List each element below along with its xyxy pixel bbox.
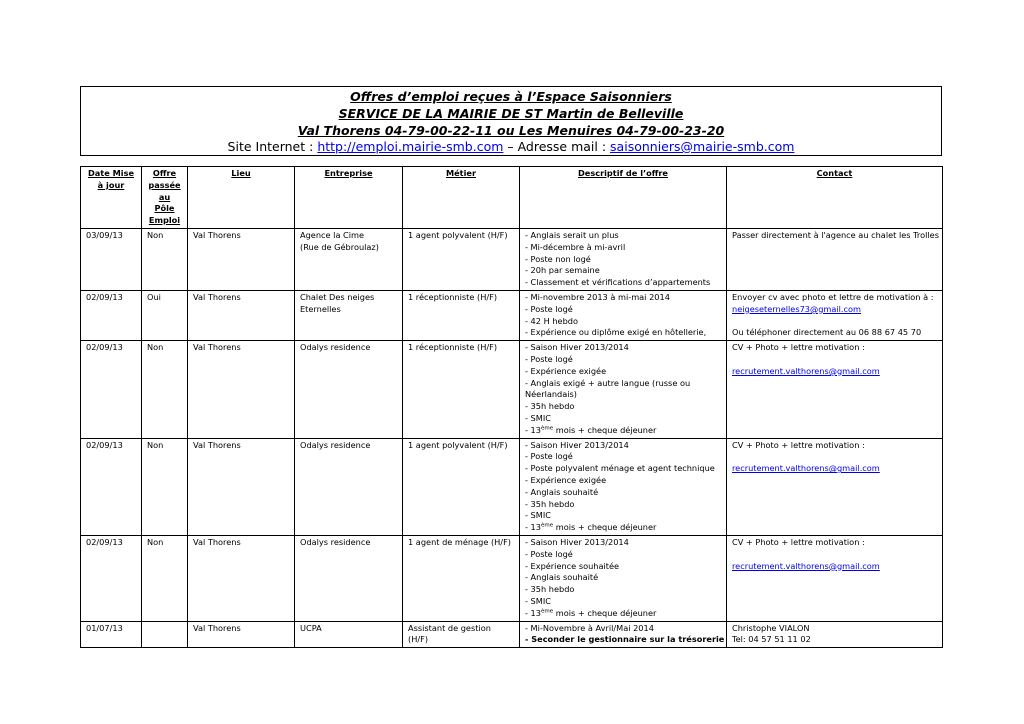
cell-offre: Non	[142, 535, 188, 621]
col-contact: Contact	[727, 167, 943, 229]
mail-link[interactable]: saisonniers@mairie-smb.com	[610, 139, 795, 154]
col-entreprise: Entreprise	[295, 167, 403, 229]
cell-offre: Non	[142, 438, 188, 535]
table-row	[81, 290, 943, 340]
cell-descriptif: - Mi-Novembre à Avril/Mai 2014 - Seconder le gestionnaire sur la trésorerie	[520, 621, 727, 648]
cell-offre: Non	[142, 229, 188, 291]
table-row	[81, 438, 943, 535]
page-title: Offres d’emploi reçues à l’Espace Saisonniers	[350, 89, 672, 104]
cell-lieu: Val Thorens	[188, 341, 295, 438]
cell-metier: 1 agent de ménage (H/F)	[403, 535, 520, 621]
cell-descriptif: - Saison Hiver 2013/2014 - Poste logé - Poste polyvalent ménage et agent technique - Expérience exigée - Anglais souhaité - 35h hebdo - SMIC - 13ème mois + cheque déjeuner	[520, 438, 727, 535]
cell-descriptif: - Saison Hiver 2013/2014 - Poste logé - Expérience souhaitée - Anglais souhaité - 35h hebdo - SMIC - 13ème mois + cheque déjeuner	[520, 535, 727, 621]
page-header	[80, 86, 942, 156]
col-lieu: Lieu	[188, 167, 295, 229]
job-offers-table	[80, 166, 943, 648]
col-date: Date Mise à jour	[81, 167, 142, 229]
contact-email-link[interactable]: recrutement.valthorens@gmail.com	[732, 560, 880, 571]
cell-offre: Non	[142, 341, 188, 438]
cell-descriptif: - Mi-novembre 2013 à mi-mai 2014 - Poste logé - 42 H hebdo - Expérience ou diplôme exigé en hôtellerie,	[520, 290, 727, 340]
site-label: Site Internet :	[227, 139, 318, 154]
cell-metier: 1 agent polyvalent (H/F)	[403, 229, 520, 291]
cell-entreprise: UCPA	[295, 621, 403, 648]
table-row	[81, 341, 943, 438]
cell-descriptif: - Anglais serait un plus - Mi-décembre à mi-avril - Poste non logé - 20h par semaine - Classement et vérifications d’appartements	[520, 229, 727, 291]
cell-contact: Passer directement à l'agence au chalet les Trolles	[727, 229, 943, 291]
cell-lieu: Val Thorens	[188, 438, 295, 535]
mail-label: – Adresse mail :	[503, 139, 611, 154]
cell-date: 02/09/13	[81, 535, 142, 621]
cell-contact: CV + Photo + lettre motivation : recrutement.valthorens@gmail.com	[727, 341, 943, 438]
site-link[interactable]: http://emploi.mairie-smb.com	[317, 139, 504, 154]
cell-entreprise: Odalys residence	[295, 438, 403, 535]
cell-contact: Christophe VIALON Tel: 04 57 51 11 02	[727, 621, 943, 648]
phone-numbers: Val Thorens 04-79-00-22-11 ou Les Menuires 04-79-00-23-20	[297, 123, 725, 138]
table-row	[81, 229, 943, 291]
cell-lieu: Val Thorens	[188, 535, 295, 621]
site-line	[81, 139, 941, 154]
cell-date: 02/09/13	[81, 290, 142, 340]
cell-contact: CV + Photo + lettre motivation : recrutement.valthorens@gmail.com	[727, 438, 943, 535]
service-name: SERVICE DE LA MAIRIE DE ST Martin de Belleville	[338, 106, 684, 121]
cell-lieu: Val Thorens	[188, 621, 295, 648]
cell-entreprise: Agence la Cime (Rue de Gébroulaz)	[295, 229, 403, 291]
col-metier: Métier	[403, 167, 520, 229]
cell-metier: Assistant de gestion (H/F)	[403, 621, 520, 648]
cell-date: 03/09/13	[81, 229, 142, 291]
contact-email-link[interactable]: neigeseternelles73@gmail.com	[732, 303, 862, 314]
cell-date: 02/09/13	[81, 438, 142, 535]
cell-entreprise: Odalys residence	[295, 535, 403, 621]
cell-metier: 1 réceptionniste (H/F)	[403, 341, 520, 438]
contact-email-link[interactable]: recrutement.valthorens@gmail.com	[732, 365, 880, 376]
cell-contact: CV + Photo + lettre motivation : recrutement.valthorens@gmail.com	[727, 535, 943, 621]
col-descriptif: Descriptif de l’offre	[520, 167, 727, 229]
header-row	[81, 167, 943, 229]
cell-offre	[142, 621, 188, 648]
table-row	[81, 535, 943, 621]
contact-phone: Ou téléphoner directement au 06 88 67 45 70	[732, 327, 922, 338]
cell-date: 01/07/13	[81, 621, 142, 648]
table-row	[81, 621, 943, 648]
cell-metier: 1 réceptionniste (H/F)	[403, 290, 520, 340]
cell-date: 02/09/13	[81, 341, 142, 438]
cell-offre: Oui	[142, 290, 188, 340]
cell-lieu: Val Thorens	[188, 290, 295, 340]
cell-descriptif: - Saison Hiver 2013/2014 - Poste logé - Expérience exigée - Anglais exigé + autre langue (russe ou Néerlandais) - 35h hebdo - SMIC - 13ème mois + cheque déjeuner	[520, 341, 727, 438]
cell-metier: 1 agent polyvalent (H/F)	[403, 438, 520, 535]
contact-email-link[interactable]: recrutement.valthorens@gmail.com	[732, 463, 880, 474]
cell-contact: Envoyer cv avec photo et lettre de motivation à : neigeseternelles73@gmail.com Ou téléphoner directement au 06 88 67 45 70	[727, 290, 943, 340]
col-offre: Offre passée au Pôle Emploi	[142, 167, 188, 229]
cell-entreprise: Odalys residence	[295, 341, 403, 438]
cell-entreprise: Chalet Des neiges Eternelles	[295, 290, 403, 340]
cell-lieu: Val Thorens	[188, 229, 295, 291]
